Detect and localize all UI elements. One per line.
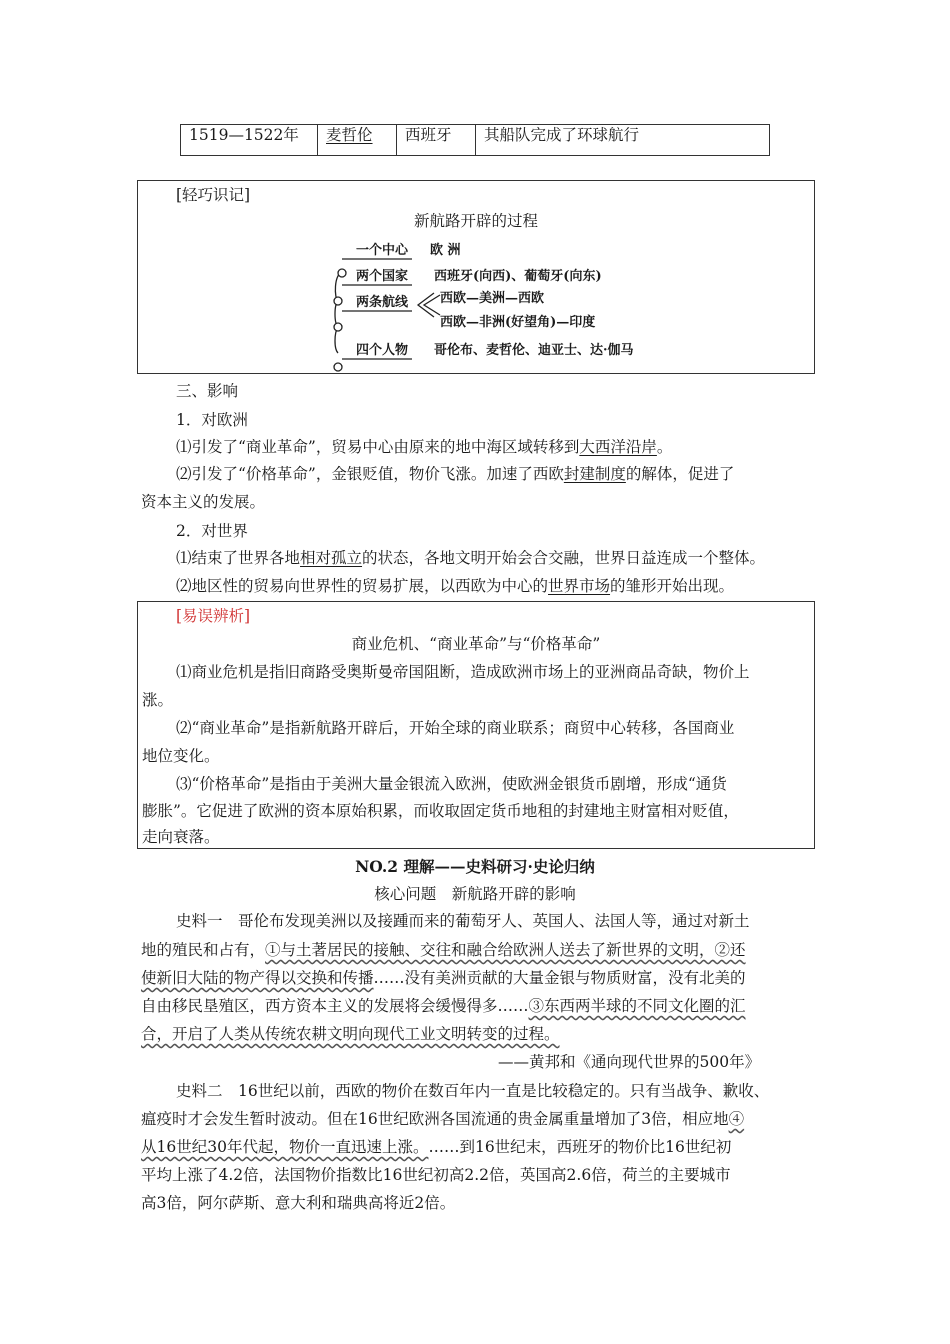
source1-line4: 自由移民垦殖区，西方资本主义的发展将会缓慢得多……③东西两半球的不同文化圈的汇: [141, 997, 746, 1015]
source1-line3: 使新旧大陆的物产得以交换和传播……没有美洲贡献的大量金银与物质财富，没有北美的: [141, 969, 746, 987]
confusion-box: [137, 601, 815, 849]
voyage-table: [180, 124, 770, 156]
memo-title: 新航路开辟的过程: [413, 212, 538, 230]
confusion-title: 商业危机、“商业革命”与“价格革命”: [351, 635, 601, 653]
confusion-p3: ⑶“价格革命”是指由于美洲大量金银流入欧洲，使欧洲金银货币剧增，形成“通货: [176, 775, 727, 793]
mindmap-node-routes: 两条航线: [356, 295, 409, 310]
europe-point-2-cont: 资本主义的发展。: [141, 493, 266, 511]
europe-point-2: ⑵引发了“价格革命”，金银贬值，物价飞涨。加速了西欧封建制度的解体，促进了: [176, 465, 735, 483]
mindmap-node-countries: 两个国家: [356, 269, 409, 284]
mindmap-node-people: 四个人物: [356, 343, 409, 358]
person-name: 麦哲伦: [326, 126, 373, 144]
europe-heading: 1．对欧洲: [176, 411, 248, 429]
confusion-p2-cont: 地位变化。: [142, 747, 220, 765]
world-heading: 2．对世界: [176, 522, 248, 540]
table-row: [181, 125, 770, 156]
person-cell: [318, 125, 397, 156]
core-question: 核心问题 新航路开辟的影响: [374, 885, 576, 903]
source2-line3: 从16世纪30年代起，物价一直迅速上涨。……到16世纪末，西班牙的物价比16世纪初: [141, 1138, 732, 1156]
confusion-p3-cont2: 走向衰落。: [142, 828, 220, 846]
source1-citation: ——黄邦和《通向现代世界的500年》: [498, 1053, 761, 1071]
mindmap-value-center: 欧 洲: [430, 243, 461, 258]
confusion-p2: ⑵“商业革命”是指新航路开辟后，开始全球的商业联系；商贸中心转移，各国商业: [176, 719, 735, 737]
europe-point-1: ⑴引发了“商业革命”，贸易中心由原来的地中海区域转移到大西洋沿岸。: [176, 438, 673, 456]
source2-line2: 瘟疫时才会发生暂时波动。但在16世纪欧洲各国流通的贵金属重量增加了3倍，相应地④: [141, 1110, 745, 1128]
impact-heading: 三、影响: [176, 382, 239, 400]
confusion-p1-cont: 涨。: [142, 691, 174, 709]
source1-line5: 合，开启了人类从传统农耕文明向现代工业文明转变的过程。: [141, 1025, 560, 1043]
country-cell: 西班牙: [397, 125, 476, 156]
source2-line5: 高3倍，阿尔萨斯、意大利和瑞典高将近2倍。: [141, 1194, 456, 1212]
mindmap-value-route-a: 西欧—美洲—西欧: [440, 291, 545, 306]
mindmap-value-countries: 西班牙(向西)、葡萄牙(向东): [434, 269, 602, 284]
source2-line4: 平均上涨了4.2倍，法国物价指数比16世纪初高2.2倍，英国高2.6倍，荷兰的主要城市: [141, 1166, 731, 1184]
source1-line1: 史料一 哥伦布发现美洲以及接踵而来的葡萄牙人、英国人、法国人等，通过对新土: [176, 912, 750, 930]
source2-line1: 史料二 16世纪以前，西欧的物价在数百年内一直是比较稳定的。只有当战争、歉收、: [176, 1082, 770, 1100]
mindmap-value-route-b: 西欧—非洲(好望角)—印度: [440, 315, 596, 330]
source1-line2: 地的殖民和占有，①与土著居民的接触、交往和融合给欧洲人送去了新世界的文明，②还: [141, 941, 746, 959]
event-cell: 其船队完成了环球航行: [476, 125, 770, 156]
confusion-p1: ⑴商业危机是指旧商路受奥斯曼帝国阻断，造成欧洲市场上的亚洲商品奇缺，物价上: [176, 663, 750, 681]
world-point-2: ⑵地区性的贸易向世界性的贸易扩展，以西欧为中心的世界市场的雏形开始出现。: [176, 577, 735, 595]
period-cell: 1519—1522年: [181, 125, 318, 156]
mindmap-value-people: 哥伦布、麦哲伦、迪亚士、达·伽马: [434, 343, 634, 358]
confusion-tag: [易误辨析]: [176, 607, 251, 625]
mindmap-node-center: 一个中心: [356, 243, 409, 258]
memo-box: [137, 180, 815, 374]
world-point-1: ⑴结束了世界各地相对孤立的状态，各地文明开始会合交融，世界日益连成一个整体。: [176, 549, 766, 567]
confusion-p3-cont: 膨胀”。它促进了欧洲的资本原始积累，而收取固定货币地租的封建地主财富相对贬值，: [142, 802, 739, 820]
memo-tag: [轻巧识记]: [176, 186, 251, 204]
section2-heading: NO.2 理解——史料研习·史论归纳: [355, 857, 595, 876]
